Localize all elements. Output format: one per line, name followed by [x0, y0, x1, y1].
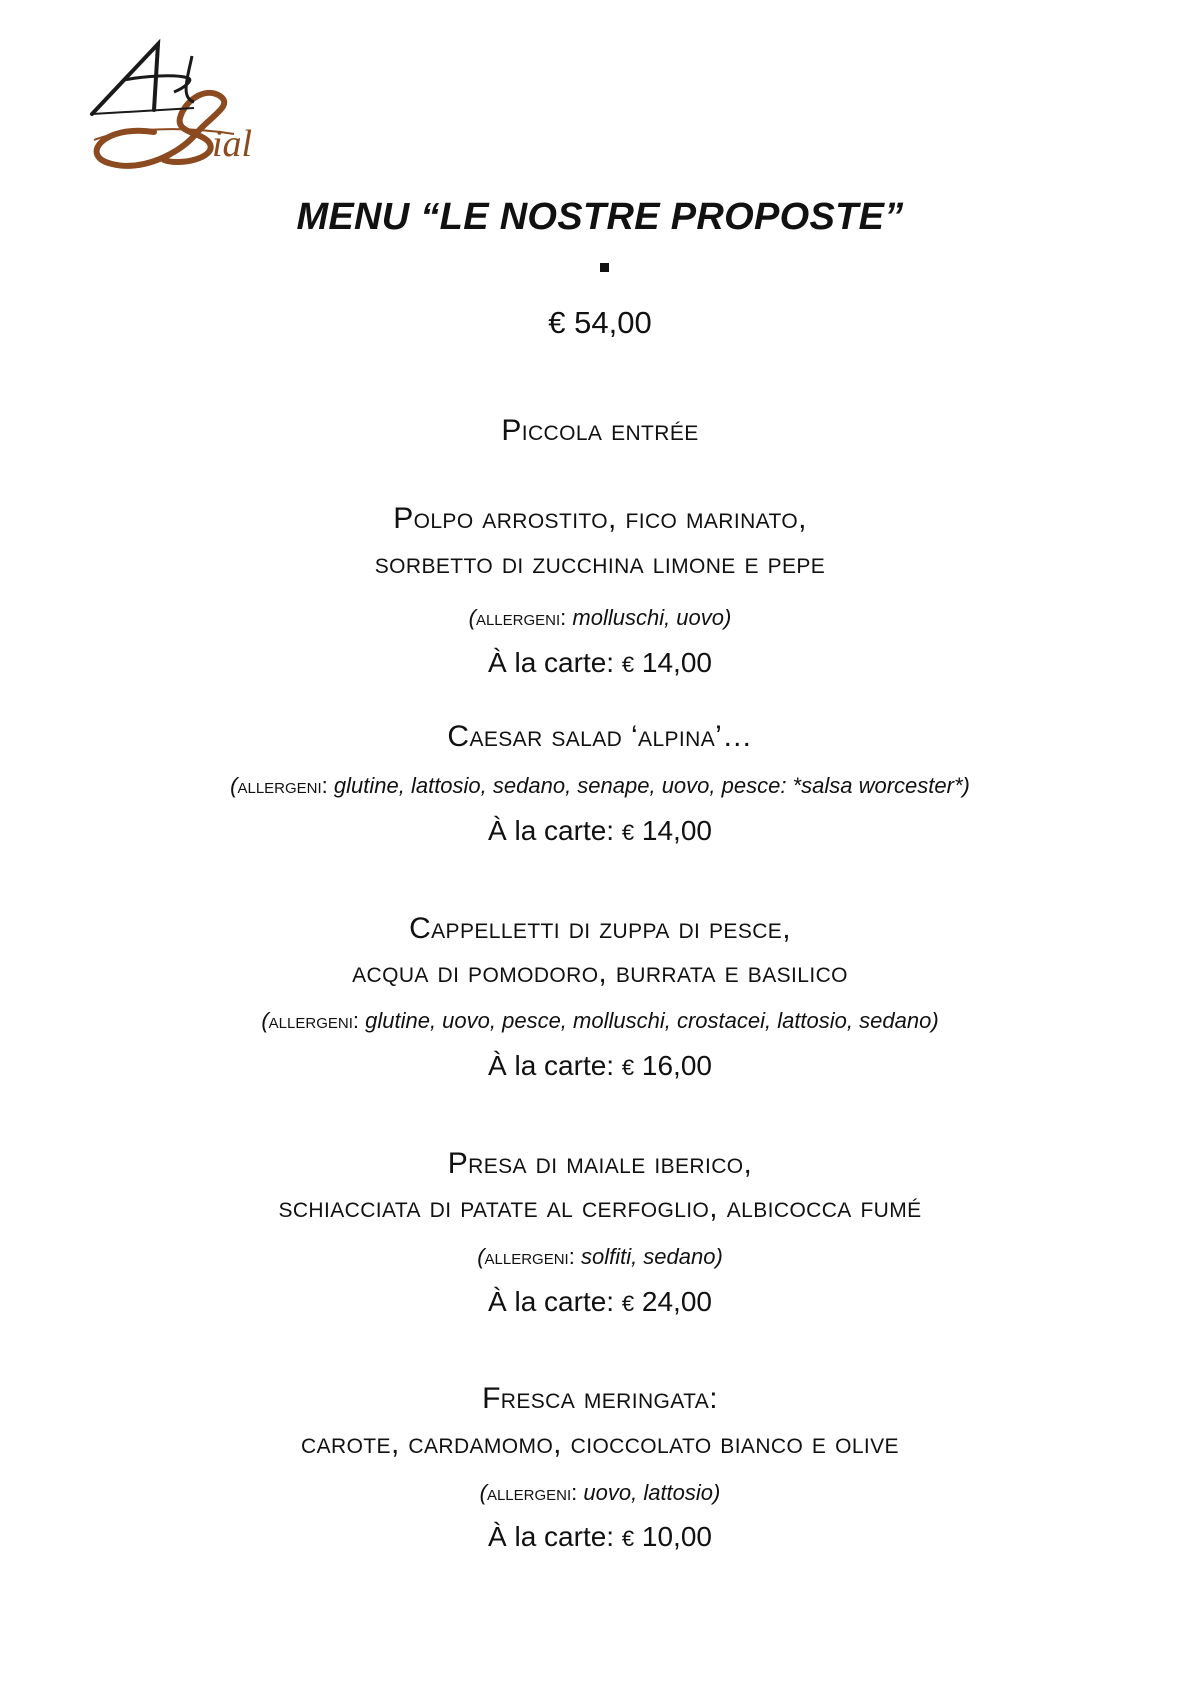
allergen-list: glutine, lattosio, sedano, senape, uovo, pesce: *salsa worcester* — [333, 773, 963, 798]
dish-allergens: (allergeni: molluschi, uovo) — [468, 605, 732, 630]
dish-price — [0, 1050, 1200, 1082]
menu-price: € 54,00 — [548, 305, 652, 340]
al-bial-logo-mark — [84, 36, 284, 176]
euro-symbol: € — [621, 1526, 635, 1551]
price-value: 10,00 — [641, 1521, 712, 1552]
alacarte-label: À la carte: — [488, 1286, 615, 1317]
dish-title: Caesar salad ‘alpina’… — [447, 720, 753, 753]
allergen-label: allergeni: — [475, 605, 567, 630]
euro-symbol: € — [621, 652, 635, 677]
price-value: 16,00 — [641, 1050, 712, 1081]
allergen-label: allergeni: — [237, 773, 328, 798]
euro-symbol: € — [621, 1291, 635, 1316]
allergen-list: uovo, lattosio — [583, 1480, 714, 1505]
dish-title: acqua di pomodoro, burrata e basilico — [352, 956, 848, 989]
restaurant-logo — [84, 36, 284, 176]
allergen-label: allergeni: — [268, 1008, 359, 1033]
alacarte-label: À la carte: — [488, 647, 615, 678]
euro-symbol: € — [621, 1055, 635, 1080]
dish-title: sorbetto di zucchina limone e pepe — [374, 547, 826, 580]
menu-title: MENU “LE NOSTRE PROPOSTE” — [296, 196, 904, 238]
svg-text:ial: ial — [212, 123, 253, 165]
dish-title: schiacciata di patate al cerfoglio, albicocca fumé — [278, 1191, 922, 1224]
dish-allergens: (allergeni: glutine, lattosio, sedano, senape, uovo, pesce: *salsa worcester*) — [230, 773, 970, 798]
dish-title: Presa di maiale iberico, — [447, 1147, 753, 1180]
dish-allergens: (allergeni: uovo, lattosio) — [479, 1480, 721, 1505]
allergen-label: allergeni: — [484, 1244, 575, 1269]
price-value: 14,00 — [641, 647, 712, 678]
alacarte-label: À la carte: — [488, 1050, 615, 1081]
dish-title: carote, cardamomo, cioccolato bianco e olive — [301, 1427, 899, 1460]
euro-symbol: € — [621, 820, 635, 845]
allergen-list: glutine, uovo, pesce, molluschi, crostacei, lattosio, sedano — [365, 1008, 932, 1033]
dish-price — [0, 1286, 1200, 1318]
dish-allergens: (allergeni: glutine, uovo, pesce, molluschi, crostacei, lattosio, sedano) — [261, 1008, 939, 1033]
dish-title: Polpo arrostito, fico marinato, — [393, 502, 807, 535]
dish-title: Cappelletti di zuppa di pesce, — [409, 912, 791, 945]
price-value: 24,00 — [641, 1286, 712, 1317]
alacarte-label: À la carte: — [488, 815, 615, 846]
allergen-label: allergeni: — [486, 1480, 578, 1505]
dish-allergens: (allergeni: solfiti, sedano) — [477, 1244, 723, 1269]
dish-price — [0, 647, 1200, 679]
entree-label: Piccola entrée — [501, 414, 699, 447]
dish-price — [0, 1521, 1200, 1553]
alacarte-label: À la carte: — [488, 1521, 615, 1552]
dish-title: Fresca meringata: — [482, 1382, 718, 1415]
allergen-list: solfiti, sedano — [580, 1244, 716, 1269]
price-value: 14,00 — [641, 815, 712, 846]
allergen-list: molluschi, uovo — [572, 605, 725, 630]
dish-price — [0, 815, 1200, 847]
title-bullet — [600, 263, 609, 272]
